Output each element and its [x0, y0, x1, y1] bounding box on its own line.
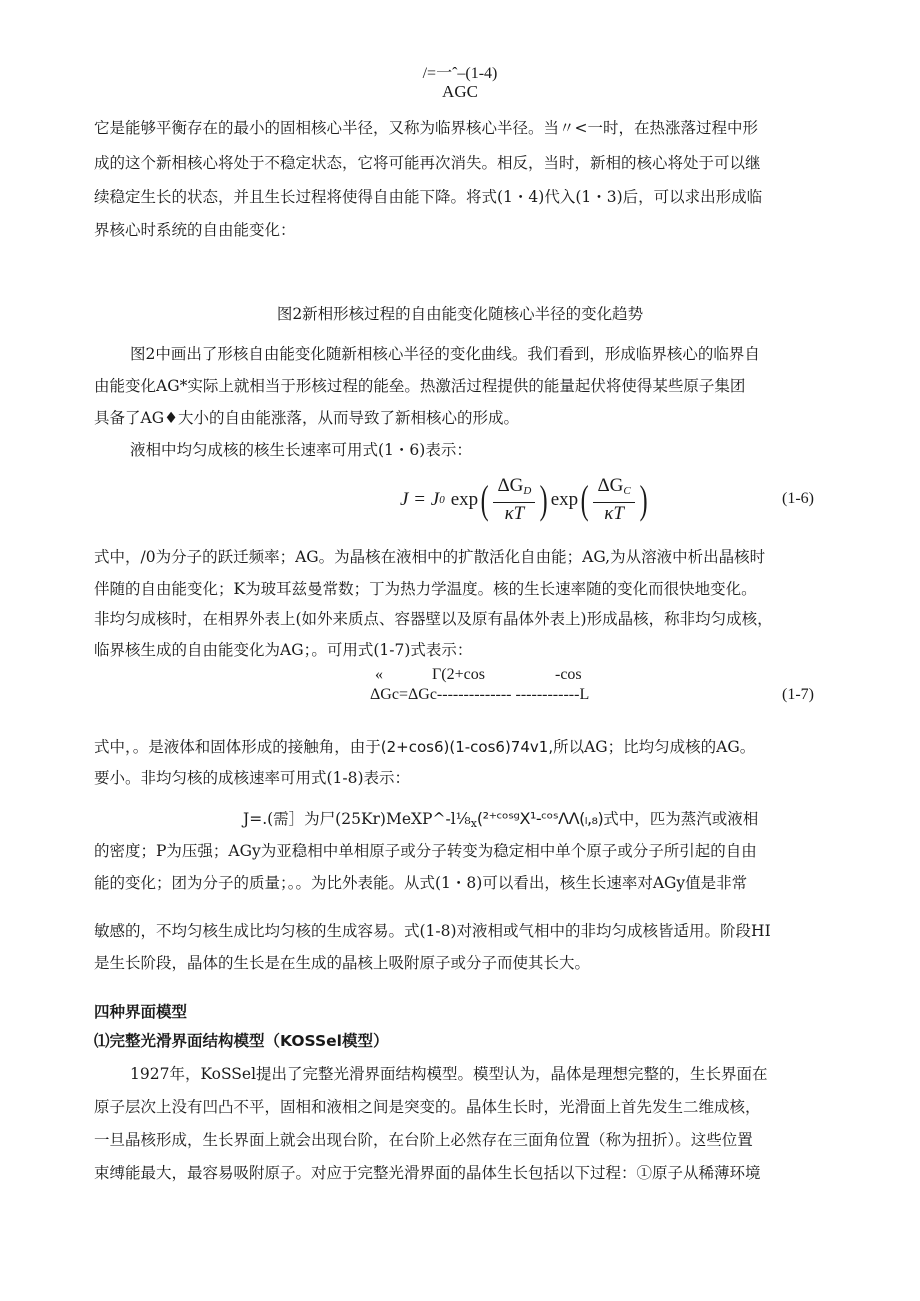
equation-number: (1-6) [782, 490, 814, 507]
paragraph-line: 能的变化；团为分子的质量；。。为比外表能。从式(1・8)可以看出，核生长速率对AGy值是非常 [94, 874, 748, 892]
paragraph-line: 敏感的，不均匀核生成比均匀核的生成容易。式(1-8)对液相或气相中的非均匀成核皆适用。阶段HI [94, 922, 771, 940]
equation-number: (1-7) [782, 686, 814, 703]
figure-caption: 图2新相形核过程的自由能变化随核心半径的变化趋势 [276, 305, 644, 323]
paragraph-line: 非均匀成核时，在相界外表上(如外来质点、容器壁以及原有晶体外表上)形成晶核，称非均匀成核， [94, 610, 773, 628]
eq-fraction-d: $\frac{\Delta G_D}{\kappa T}$ [493, 475, 535, 525]
equation-1-7-top-mid: Γ(2+cos [432, 666, 485, 683]
paragraph-line: 原子层次上没有凹凸不平，固相和液相之间是突变的。晶体生长时，光滑面上首先发生二维成核， [94, 1098, 761, 1116]
subsection-heading: ⑴完整光滑界面结构模型（KOSSel模型） [94, 1032, 389, 1050]
equation-1-8: J=.(需］为尸$(25Kr)MeXP\^{}-l\frac{1}{8}_x(^{2+}ᶜᵒˢᵍX^1-ᶜᵒˢ\Lambda\Lambda(_l,_8)$式中，匹为蒸汽或液相 [243, 809, 759, 830]
paragraph-line: 一旦晶核形成，生长界面上就会出现台阶，在台阶上必然存在三面角位置（称为扭折）。这些位置 [94, 1131, 753, 1149]
section-heading: 四种界面模型 [94, 1003, 188, 1021]
paragraph-line: 要小。非均匀核的成核速率可用式(1-8)表示： [94, 769, 411, 787]
paragraph-line: 续稳定生长的状态，并且生长过程将使得自由能下降。将式(1・4)代入(1・3)后，可以求出形成临 [94, 188, 763, 206]
paragraph-line: 它是能够平衡存在的最小的固相核心半径，又称为临界核心半径。当〃<一时，在热涨落过程中形 [94, 119, 758, 137]
paragraph-line: 液相中均匀成核的核生长速率可用式(1・6)表示： [130, 441, 472, 459]
paragraph-line: 式中，。是液体和固体形成的接触角，由于(2+cos6)(1-cos6)74v1,所以AG；比均匀成核的AG。 [94, 738, 756, 756]
equation-1-4-bottom: AGC [442, 82, 478, 101]
paragraph-line: 成的这个新相核心将处于不稳定状态，它将可能再次消失。相反，当时，新相的核心将处于可以继 [94, 154, 761, 172]
paragraph-line: 束缚能最大，最容易吸附原子。对应于完整光滑界面的晶体生长包括以下过程：①原子从稀薄环境 [94, 1164, 761, 1182]
paragraph-line: 图2中画出了形核自由能变化随新相核心半径的变化曲线。我们看到，形成临界核心的临界自 [130, 345, 760, 363]
paragraph-line: 具备了AG♦大小的自由能涨落，从而导致了新相核心的形成。 [94, 409, 519, 427]
eq-exp: exp [550, 489, 579, 510]
eq-subscript: 0 [439, 494, 445, 506]
paragraph-line: 1927年，KoSSel提出了完整光滑界面结构模型。模型认为，晶体是理想完整的，生长界面在 [130, 1065, 768, 1083]
eq-fraction-c: $\frac{\Delta G_C}{\kappa T}$ [593, 475, 634, 525]
paragraph-line: 是生长阶段，晶体的生长是在生成的晶核上吸附原子或分子而使其长大。 [94, 954, 591, 972]
paragraph-line: 由能变化AG*实际上就相当于形核过程的能垒。热激活过程提供的能量起伏将使得某些原子集团 [94, 377, 746, 395]
equation-1-6: J = J 0 exp ( $\frac{\Delta G_D}{\kappa T}$ ) exp ( $\frac{\Delta G_C}{\kappa T}$ ) [400, 475, 648, 524]
eq-lhs: J = J [400, 489, 440, 510]
equation-1-4-top: /=一ˆ–(1-4) [422, 65, 498, 82]
garbled-formula: (2+cos6)(1-cos6)74v1, [380, 738, 554, 756]
paragraph-line: 伴随的自由能变化；K为玻耳兹曼常数；丁为热力学温度。核的生长速率随的变化而很快地变化。 [94, 580, 757, 598]
paragraph-line: 临界核生成的自由能变化为AG；。可用式(1-7)式表示： [94, 641, 473, 659]
equation-1-7-top-left: « [375, 666, 383, 683]
paragraph-line: 界核心时系统的自由能变化： [94, 221, 296, 239]
garbled-formula: (²⁺ᶜᵒˢᵍX¹-ᶜᵒˢΛΛ(ₗ,₈) [476, 809, 604, 828]
equation-1-7-bottom: ΔGc=ΔGc-------------- ------------L [370, 686, 590, 703]
equation-1-7-top-right: -cos [555, 666, 582, 683]
paragraph-line: 的密度；P为压强；AGy为亚稳相中单相原子或分子转变为稳定相中单个原子或分子所引起的自由 [94, 842, 757, 860]
eq-exp: exp [450, 489, 479, 510]
paragraph-line: 式中，/0为分子的跃迁频率；AG。为晶核在液相中的扩散活化自由能；AG,为从溶液中析出晶核时 [94, 548, 766, 566]
